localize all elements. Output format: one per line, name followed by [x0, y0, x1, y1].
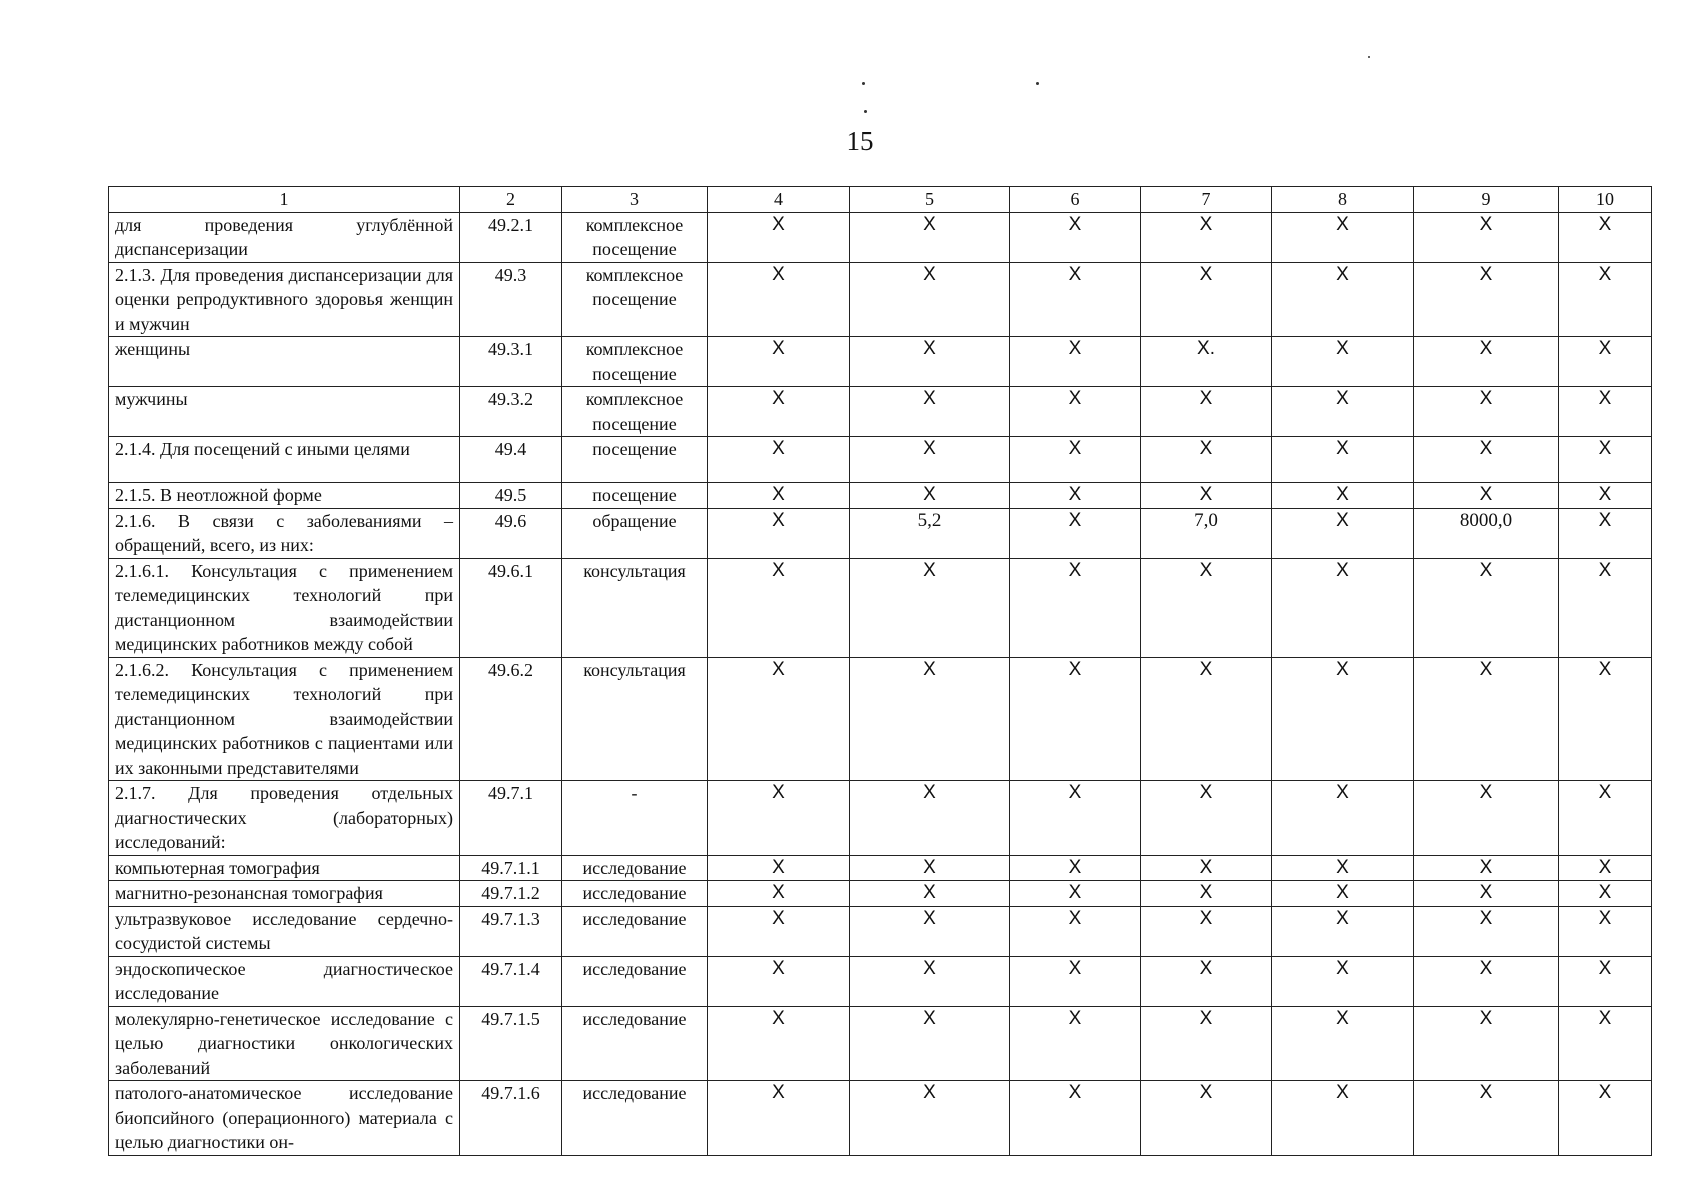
value-cell: Х [850, 1081, 1010, 1156]
table-row [109, 212, 1652, 262]
value-cell: Х [1272, 956, 1414, 1006]
value-cell: 8000,0 [1414, 508, 1559, 558]
column-header: 2 [460, 187, 562, 213]
column-header: 3 [562, 187, 708, 213]
value-cell: Х [708, 657, 850, 781]
column-header: 10 [1559, 187, 1652, 213]
value-cell: Х [1559, 387, 1652, 437]
column-header: 6 [1010, 187, 1141, 213]
value-cell: Х [708, 1081, 850, 1156]
value-cell: Х [850, 437, 1010, 483]
value-cell: Х [850, 657, 1010, 781]
table-row [109, 657, 1652, 781]
row-unit: комплексное посещение [562, 387, 708, 437]
row-name: 2.1.3. Для проведения диспансеризации для оценки репродуктивного здоровья женщин и мужчин [109, 262, 460, 337]
value-cell: Х [1141, 1081, 1272, 1156]
table-row [109, 337, 1652, 387]
value-cell: Х [1559, 337, 1652, 387]
value-cell: Х [1414, 1006, 1559, 1081]
value-cell: Х [1414, 881, 1559, 907]
value-cell: Х [1559, 881, 1652, 907]
value-cell: Х [850, 483, 1010, 509]
row-name: эндоскопическое диагностическое исследование [109, 956, 460, 1006]
table-row [109, 881, 1652, 907]
value-cell: Х [1010, 781, 1141, 856]
row-code: 49.6.2 [460, 657, 562, 781]
row-name: 2.1.6.1. Консультация с применением телемедицинских технологий при дистанционном взаимодействии медицинских работников между собой [109, 558, 460, 657]
value-cell: Х [1010, 881, 1141, 907]
value-cell: Х [1559, 483, 1652, 509]
value-cell: Х [708, 881, 850, 907]
value-cell: Х [850, 262, 1010, 337]
value-cell: Х [1559, 855, 1652, 881]
table-row [109, 781, 1652, 856]
table-body [109, 212, 1652, 1155]
row-unit: исследование [562, 1006, 708, 1081]
value-cell: Х [1559, 781, 1652, 856]
value-cell: Х [1414, 906, 1559, 956]
table-row [109, 1006, 1652, 1081]
table-row [109, 906, 1652, 956]
value-cell: Х [1559, 657, 1652, 781]
value-cell: Х [1414, 558, 1559, 657]
row-code: 49.7.1.4 [460, 956, 562, 1006]
value-cell: Х [1414, 483, 1559, 509]
value-cell: Х [1272, 1081, 1414, 1156]
table-row [109, 508, 1652, 558]
value-cell: Х [1559, 1006, 1652, 1081]
value-cell: Х [1414, 1081, 1559, 1156]
value-cell: Х [1414, 956, 1559, 1006]
row-name: компьютерная томография [109, 855, 460, 881]
value-cell: Х [1272, 906, 1414, 956]
column-header: 9 [1414, 187, 1559, 213]
column-header: 1 [109, 187, 460, 213]
value-cell: Х [850, 855, 1010, 881]
value-cell: Х [1141, 212, 1272, 262]
row-code: 49.6 [460, 508, 562, 558]
value-cell: Х [1141, 956, 1272, 1006]
scan-speck [862, 82, 865, 85]
value-cell: 5,2 [850, 508, 1010, 558]
value-cell: Х [1272, 337, 1414, 387]
value-cell: Х [850, 387, 1010, 437]
value-cell: Х [1272, 558, 1414, 657]
table-row [109, 437, 1652, 483]
value-cell: 7,0 [1141, 508, 1272, 558]
column-header: 4 [708, 187, 850, 213]
value-cell: Х [1010, 906, 1141, 956]
row-name: 2.1.5. В неотложной форме [109, 483, 460, 509]
value-cell: Х [708, 558, 850, 657]
value-cell: Х [1010, 387, 1141, 437]
row-name: ультразвуковое исследование сердечно-сосудистой системы [109, 906, 460, 956]
table-row [109, 1081, 1652, 1156]
value-cell: Х [1010, 558, 1141, 657]
row-code: 49.7.1.3 [460, 906, 562, 956]
value-cell: Х [1141, 262, 1272, 337]
scan-speck [1368, 56, 1370, 58]
value-cell: Х [1272, 437, 1414, 483]
scan-speck [1036, 82, 1039, 85]
row-name: 2.1.7. Для проведения отдельных диагностических (лабораторных) исследований: [109, 781, 460, 856]
value-cell: Х [1414, 387, 1559, 437]
value-cell: Х [708, 212, 850, 262]
row-unit: комплексное посещение [562, 262, 708, 337]
table-row [109, 262, 1652, 337]
row-name: 2.1.6. В связи с заболеваниями – обращений, всего, из них: [109, 508, 460, 558]
row-code: 49.5 [460, 483, 562, 509]
row-code: 49.7.1.6 [460, 1081, 562, 1156]
value-cell: Х [1559, 558, 1652, 657]
value-cell: Х [1010, 657, 1141, 781]
value-cell: Х [1559, 956, 1652, 1006]
value-cell: Х [1010, 855, 1141, 881]
value-cell: Х [1559, 212, 1652, 262]
row-name: патолого-анатомическое исследование биопсийного (операционного) материала с целью диагностики он- [109, 1081, 460, 1156]
scan-speck [864, 110, 867, 113]
value-cell: Х [1272, 781, 1414, 856]
value-cell: Х [708, 781, 850, 856]
value-cell: Х [1414, 437, 1559, 483]
value-cell: Х [850, 906, 1010, 956]
row-unit: посещение [562, 437, 708, 483]
value-cell: Х [1141, 657, 1272, 781]
row-unit: комплексное посещение [562, 337, 708, 387]
row-unit: - [562, 781, 708, 856]
value-cell: Х [1010, 956, 1141, 1006]
value-cell: Х [1010, 262, 1141, 337]
value-cell: Х [1010, 508, 1141, 558]
value-cell: Х [1272, 212, 1414, 262]
value-cell: Х [850, 881, 1010, 907]
value-cell: Х [1272, 508, 1414, 558]
row-code: 49.7.1.2 [460, 881, 562, 907]
value-cell: Х [1141, 1006, 1272, 1081]
value-cell: Х [1141, 855, 1272, 881]
value-cell: Х [1010, 437, 1141, 483]
value-cell: Х [708, 437, 850, 483]
value-cell: Х [1559, 1081, 1652, 1156]
value-cell: Х [708, 337, 850, 387]
value-cell: Х [708, 956, 850, 1006]
row-unit: исследование [562, 1081, 708, 1156]
value-cell: Х [1141, 881, 1272, 907]
value-cell: Х [708, 483, 850, 509]
value-cell: Х [708, 508, 850, 558]
value-cell: Х [1414, 855, 1559, 881]
table-row [109, 855, 1652, 881]
value-cell: Х [850, 1006, 1010, 1081]
value-cell: Х [1559, 437, 1652, 483]
column-header: 7 [1141, 187, 1272, 213]
row-code: 49.6.1 [460, 558, 562, 657]
value-cell: Х [1010, 483, 1141, 509]
row-name: для проведения углублённой диспансеризации [109, 212, 460, 262]
row-unit: консультация [562, 657, 708, 781]
row-unit: посещение [562, 483, 708, 509]
value-cell: Х [850, 558, 1010, 657]
value-cell: Х [1010, 337, 1141, 387]
value-cell: Х [1272, 855, 1414, 881]
row-name: 2.1.6.2. Консультация с применением телемедицинских технологий при дистанционном взаимодействии медицинских работников с пациентами или их законными представителями [109, 657, 460, 781]
row-code: 49.7.1.5 [460, 1006, 562, 1081]
value-cell: Х [1010, 1006, 1141, 1081]
row-unit: исследование [562, 855, 708, 881]
row-name: мужчины [109, 387, 460, 437]
row-code: 49.4 [460, 437, 562, 483]
value-cell: Х [1414, 781, 1559, 856]
value-cell: Х [1559, 508, 1652, 558]
value-cell: Х [1272, 881, 1414, 907]
row-unit: обращение [562, 508, 708, 558]
row-code: 49.7.1.1 [460, 855, 562, 881]
row-code: 49.3 [460, 262, 562, 337]
row-name: молекулярно-генетическое исследование с целью диагностики онкологических заболеваний [109, 1006, 460, 1081]
value-cell: Х [1272, 1006, 1414, 1081]
table-row [109, 387, 1652, 437]
data-table [108, 186, 1652, 1156]
value-cell: Х [1141, 906, 1272, 956]
row-code: 49.7.1 [460, 781, 562, 856]
row-unit: комплексное посещение [562, 212, 708, 262]
value-cell: Х [708, 855, 850, 881]
page-number: 15 [846, 126, 874, 156]
value-cell: Х [708, 387, 850, 437]
row-name: магнитно-резонансная томография [109, 881, 460, 907]
row-code: 49.2.1 [460, 212, 562, 262]
table-row [109, 956, 1652, 1006]
value-cell: Х [850, 781, 1010, 856]
value-cell: Х [850, 337, 1010, 387]
value-cell: Х [1414, 212, 1559, 262]
value-cell: Х [850, 212, 1010, 262]
value-cell: Х [1414, 337, 1559, 387]
value-cell: Х [1141, 387, 1272, 437]
value-cell: Х [1414, 657, 1559, 781]
value-cell: Х [708, 1006, 850, 1081]
row-name: женщины [109, 337, 460, 387]
row-unit: исследование [562, 881, 708, 907]
value-cell: Х [1559, 262, 1652, 337]
value-cell: Х [708, 262, 850, 337]
value-cell: Х [1141, 558, 1272, 657]
table-row [109, 558, 1652, 657]
row-name: 2.1.4. Для посещений с иными целями [109, 437, 460, 483]
value-cell: Х [1272, 387, 1414, 437]
value-cell: Х [1141, 781, 1272, 856]
value-cell: Х [1272, 262, 1414, 337]
value-cell: Х [1272, 657, 1414, 781]
row-unit: консультация [562, 558, 708, 657]
value-cell: Х [850, 956, 1010, 1006]
value-cell: Х [1559, 906, 1652, 956]
column-number-row [109, 187, 1652, 213]
column-header: 8 [1272, 187, 1414, 213]
value-cell: Х [1141, 437, 1272, 483]
value-cell: Х [1010, 1081, 1141, 1156]
column-header: 5 [850, 187, 1010, 213]
row-unit: исследование [562, 956, 708, 1006]
row-code: 49.3.2 [460, 387, 562, 437]
value-cell: Х [1010, 212, 1141, 262]
table-row [109, 483, 1652, 509]
row-code: 49.3.1 [460, 337, 562, 387]
value-cell: Х. [1141, 337, 1272, 387]
value-cell: Х [1272, 483, 1414, 509]
value-cell: Х [1414, 262, 1559, 337]
value-cell: Х [708, 906, 850, 956]
row-unit: исследование [562, 906, 708, 956]
value-cell: Х [1141, 483, 1272, 509]
